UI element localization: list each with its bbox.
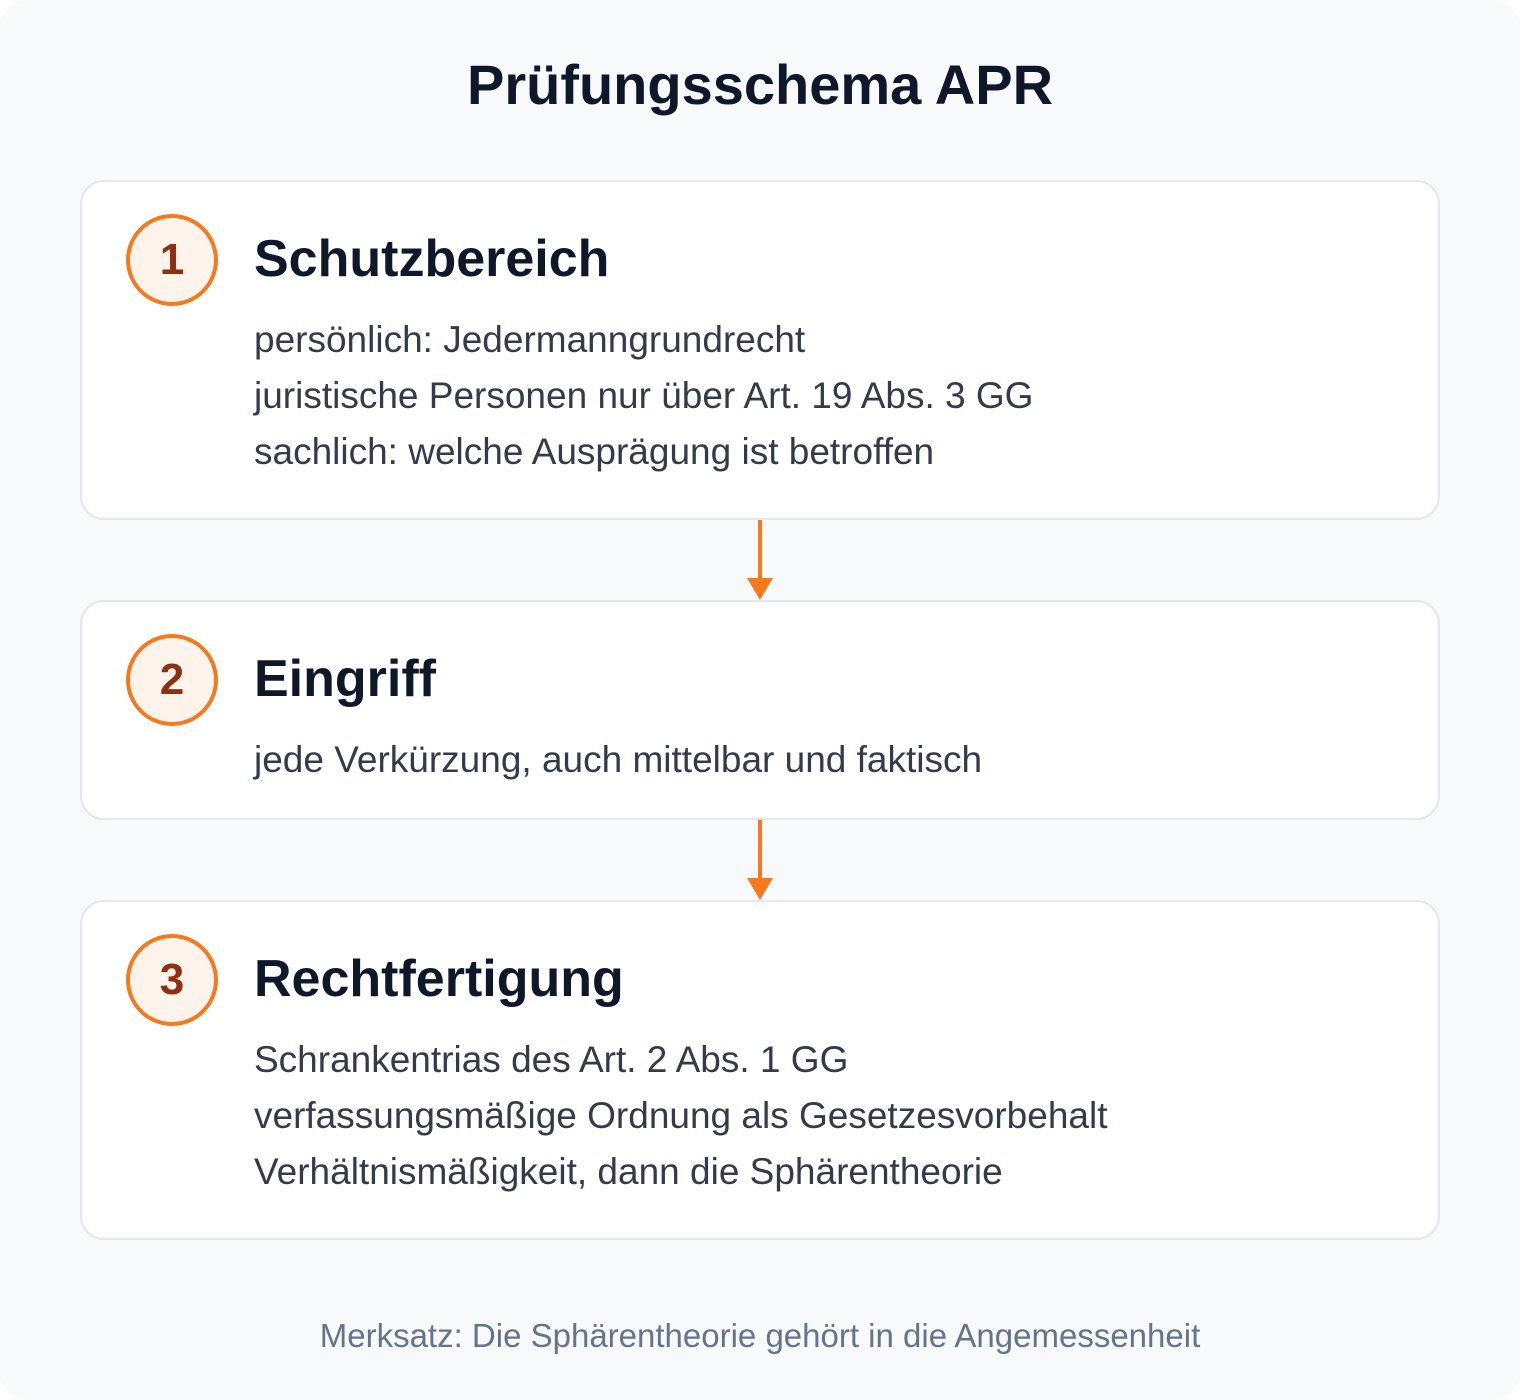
step-number-badge: 3 (126, 934, 218, 1026)
arrow-down-icon (744, 520, 776, 600)
step-detail-line: juristische Personen nur über Art. 19 Abs. 3 GG (254, 375, 1034, 416)
step-card-rechtfertigung (80, 900, 1440, 1240)
step-detail-list (254, 732, 982, 788)
step-title: Eingriff (254, 650, 436, 708)
step-detail-list (254, 312, 1033, 480)
step-title: Rechtfertigung (254, 950, 624, 1008)
arrow-down-icon (744, 820, 776, 900)
step-detail-line: sachlich: welche Ausprägung ist betroffen (254, 431, 935, 472)
step-card-eingriff (80, 600, 1440, 820)
step-detail-line: Verhältnismäßigkeit, dann die Sphärentheorie (254, 1151, 1003, 1192)
step-card-schutzbereich (80, 180, 1440, 520)
step-title: Schutzbereich (254, 230, 610, 288)
step-detail-line: verfassungsmäßige Ordnung als Gesetzesvorbehalt (254, 1095, 1108, 1136)
step-number-badge: 1 (126, 214, 218, 306)
step-detail-line: persönlich: Jedermanngrundrecht (254, 319, 806, 360)
diagram-title: Prüfungsschema APR (466, 53, 1054, 116)
step-number-badge: 2 (126, 634, 218, 726)
step-detail-line: Schrankentrias des Art. 2 Abs. 1 GG (254, 1039, 849, 1080)
step-detail-list (254, 1032, 1108, 1200)
step-detail-line: jede Verkürzung, auch mittelbar und faktisch (254, 739, 983, 780)
mnemonic-note: Merksatz: Die Sphärentheorie gehört in die Angemessenheit (319, 1317, 1201, 1354)
